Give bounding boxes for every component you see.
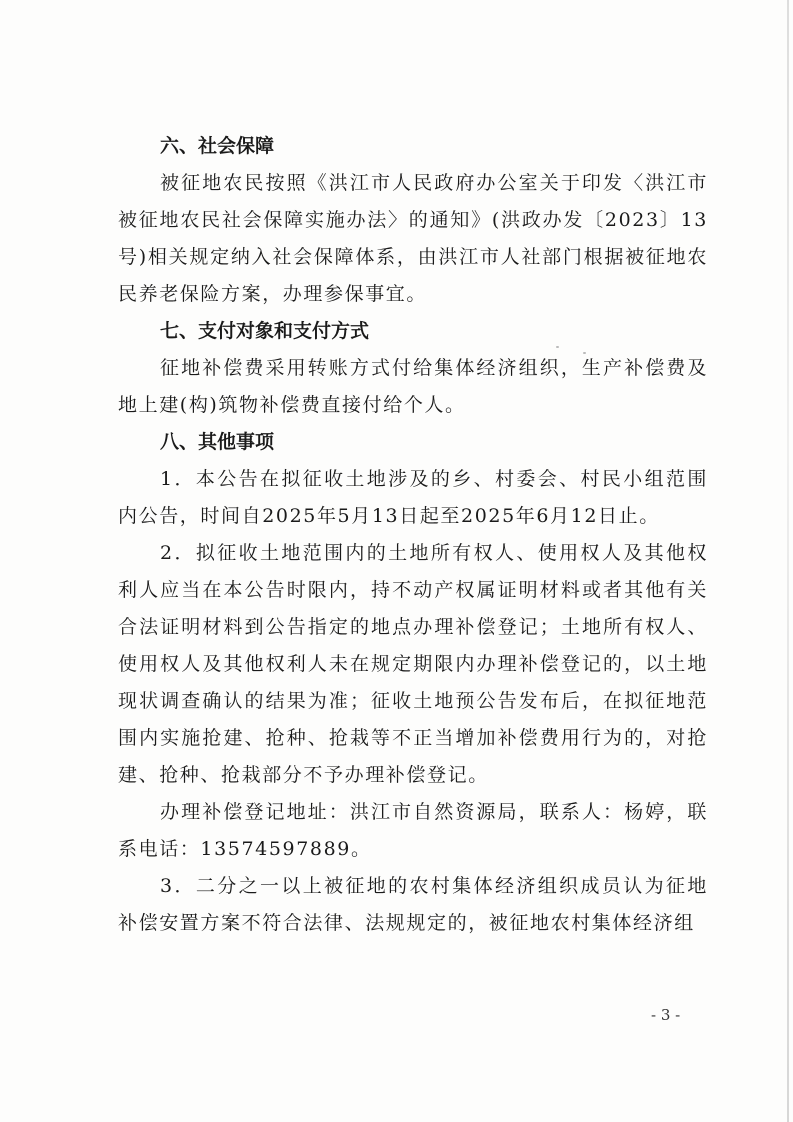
scan-edge-shadow <box>787 0 789 1122</box>
paragraph: 1．本公告在拟征收土地涉及的乡、村委会、村民小组范围内公告，时间自2025年5月13日起至2025年6月12日止。 <box>118 468 708 527</box>
section-heading: 七、支付对象和支付方式 <box>160 320 370 342</box>
paragraph: 被征地农民按照《洪江市人民政府办公室关于印发〈洪江市被征地农民社会保障实施办法〉的通知》(洪政办发〔2023〕13号)相关规定纳入社会保障体系，由洪江市人社部门根据被征地农民养老保险方案，办理参保事宜。 <box>118 172 708 305</box>
paragraph: 征地补偿费采用转账方式付给集体经济组织，生产补偿费及地上建(构)筑物补偿费直接付给个人。 <box>118 357 708 416</box>
section-payment <box>118 313 708 424</box>
section-social-security <box>118 128 708 313</box>
section-other-matters <box>118 424 708 942</box>
paragraph: 3．二分之一以上被征地的农村集体经济组织成员认为征地补偿安置方案不符合法律、法规规定的，被征地农村集体经济组 <box>118 875 708 934</box>
section-heading: 六、社会保障 <box>160 135 275 157</box>
document-body <box>118 128 708 942</box>
paragraph: 办理补偿登记地址：洪江市自然资源局，联系人：杨婷，联系电话：13574597889。 <box>118 801 708 860</box>
paragraph: 2．拟征收土地范围内的土地所有权人、使用权人及其他权利人应当在本公告时限内，持不动产权属证明材料或者其他有关合法证明材料到公告指定的地点办理补偿登记；土地所有权人、使用权人及其他权利人未在规定期限内办理补偿登记的，以土地现状调查确认的结果为准；征收土地预公告发布后，在拟征地范围内实施抢建、抢种、抢栽等不正当增加补偿费用行为的，对抢建、抢种、抢栽部分不予办理补偿登记。 <box>118 542 708 786</box>
page-number: - 3 - <box>651 1006 681 1024</box>
section-heading: 八、其他事项 <box>160 431 275 453</box>
